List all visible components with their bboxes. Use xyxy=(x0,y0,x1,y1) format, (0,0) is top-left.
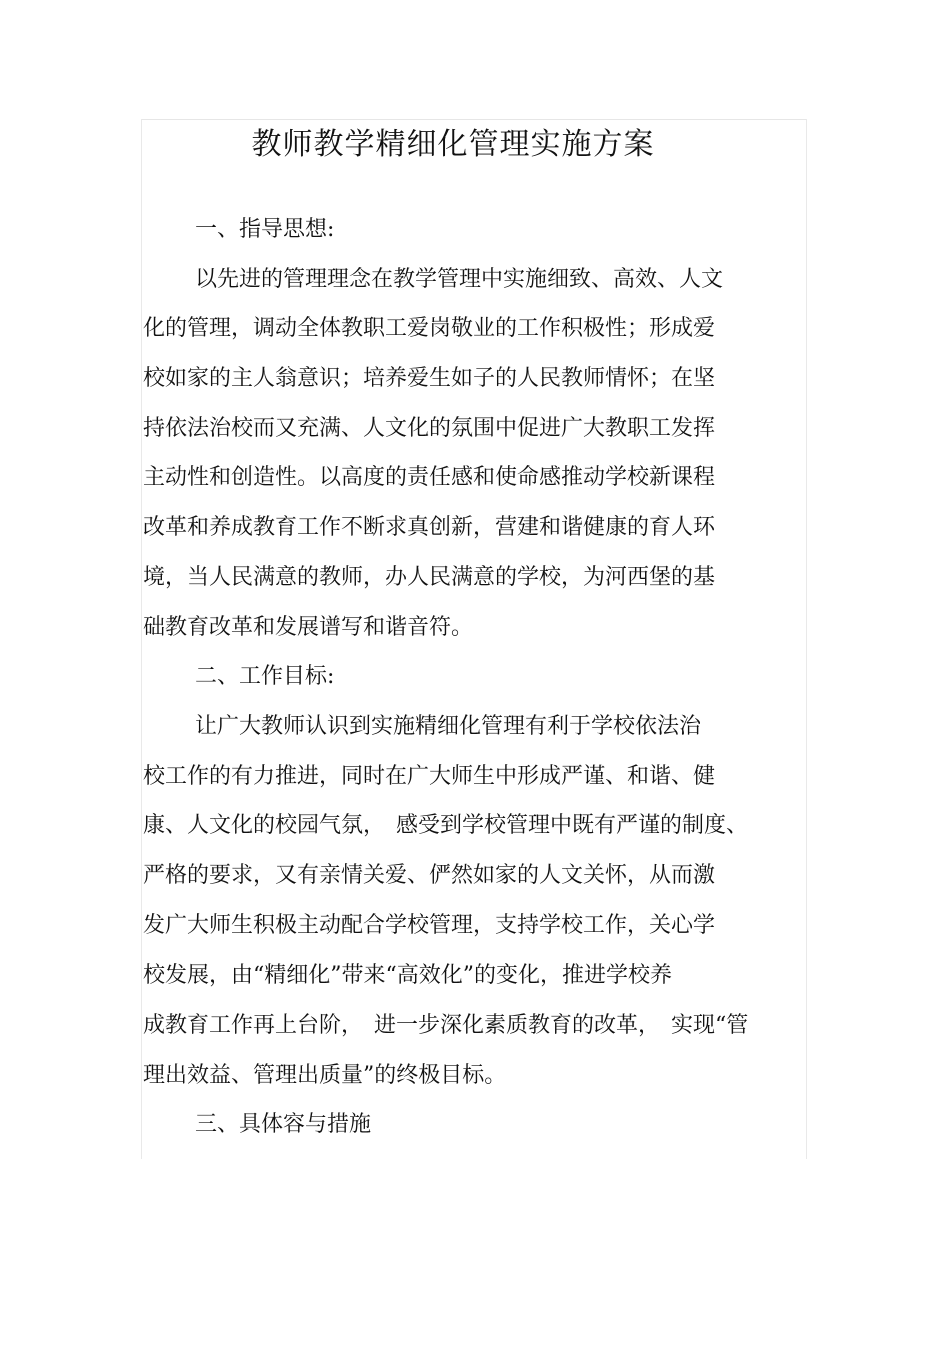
paragraph-line: 严格的要求，又有亲情关爱、俨然如家的人文关怀，从而激 xyxy=(143,863,716,888)
paragraph-line: 理出效益、管理出质量”的终极目标。 xyxy=(143,1063,507,1088)
paragraph-line: 主动性和创造性。以高度的责任感和使命感推动学校新课程 xyxy=(143,465,716,490)
paragraph-line: 校工作的有力推进，同时在广大师生中形成严谨、和谐、健 xyxy=(143,764,716,789)
paragraph-line: 让广大教师认识到实施精细化管理有利于学校依法治 xyxy=(195,714,702,739)
paragraph-line: 康、人文化的校园气氛， 感受到学校管理中既有严谨的制度、 xyxy=(143,813,749,838)
document-title: 教师教学精细化管理实施方案 xyxy=(251,127,655,162)
paragraph-line: 校如家的主人翁意识；培养爱生如子的人民教师情怀；在坚 xyxy=(143,366,716,391)
paragraph-line: 以先进的管理理念在教学管理中实施细致、高效、人文 xyxy=(195,267,724,292)
section-heading-work-goals: 二、工作目标: xyxy=(195,664,335,689)
section-heading-guiding-ideology: 一、指导思想: xyxy=(195,217,335,242)
paragraph-line: 础教育改革和发展谱写和谐音符。 xyxy=(143,615,474,640)
paragraph-line: 境，当人民满意的教师，办人民满意的学校，为河西堡的基 xyxy=(143,565,716,590)
paragraph-line: 持依法治校而又充满、人文化的氛围中促进广大教职工发挥 xyxy=(143,416,716,441)
paragraph-line: 化的管理，调动全体教职工爱岗敬业的工作积极性；形成爱 xyxy=(143,316,716,341)
paragraph-line: 改革和养成教育工作不断求真创新，营建和谐健康的育人环 xyxy=(143,515,716,540)
paragraph-line: 成教育工作再上台阶， 进一步深化素质教育的改革， 实现“管 xyxy=(143,1013,749,1038)
paragraph-line: 校发展，由“精细化”带来“高效化”的变化，推进学校养 xyxy=(143,963,672,988)
section-heading-specific-content: 三、具体容与措施 xyxy=(195,1112,372,1137)
paragraph-line: 发广大师生积极主动配合学校管理，支持学校工作，关心学 xyxy=(143,913,716,938)
